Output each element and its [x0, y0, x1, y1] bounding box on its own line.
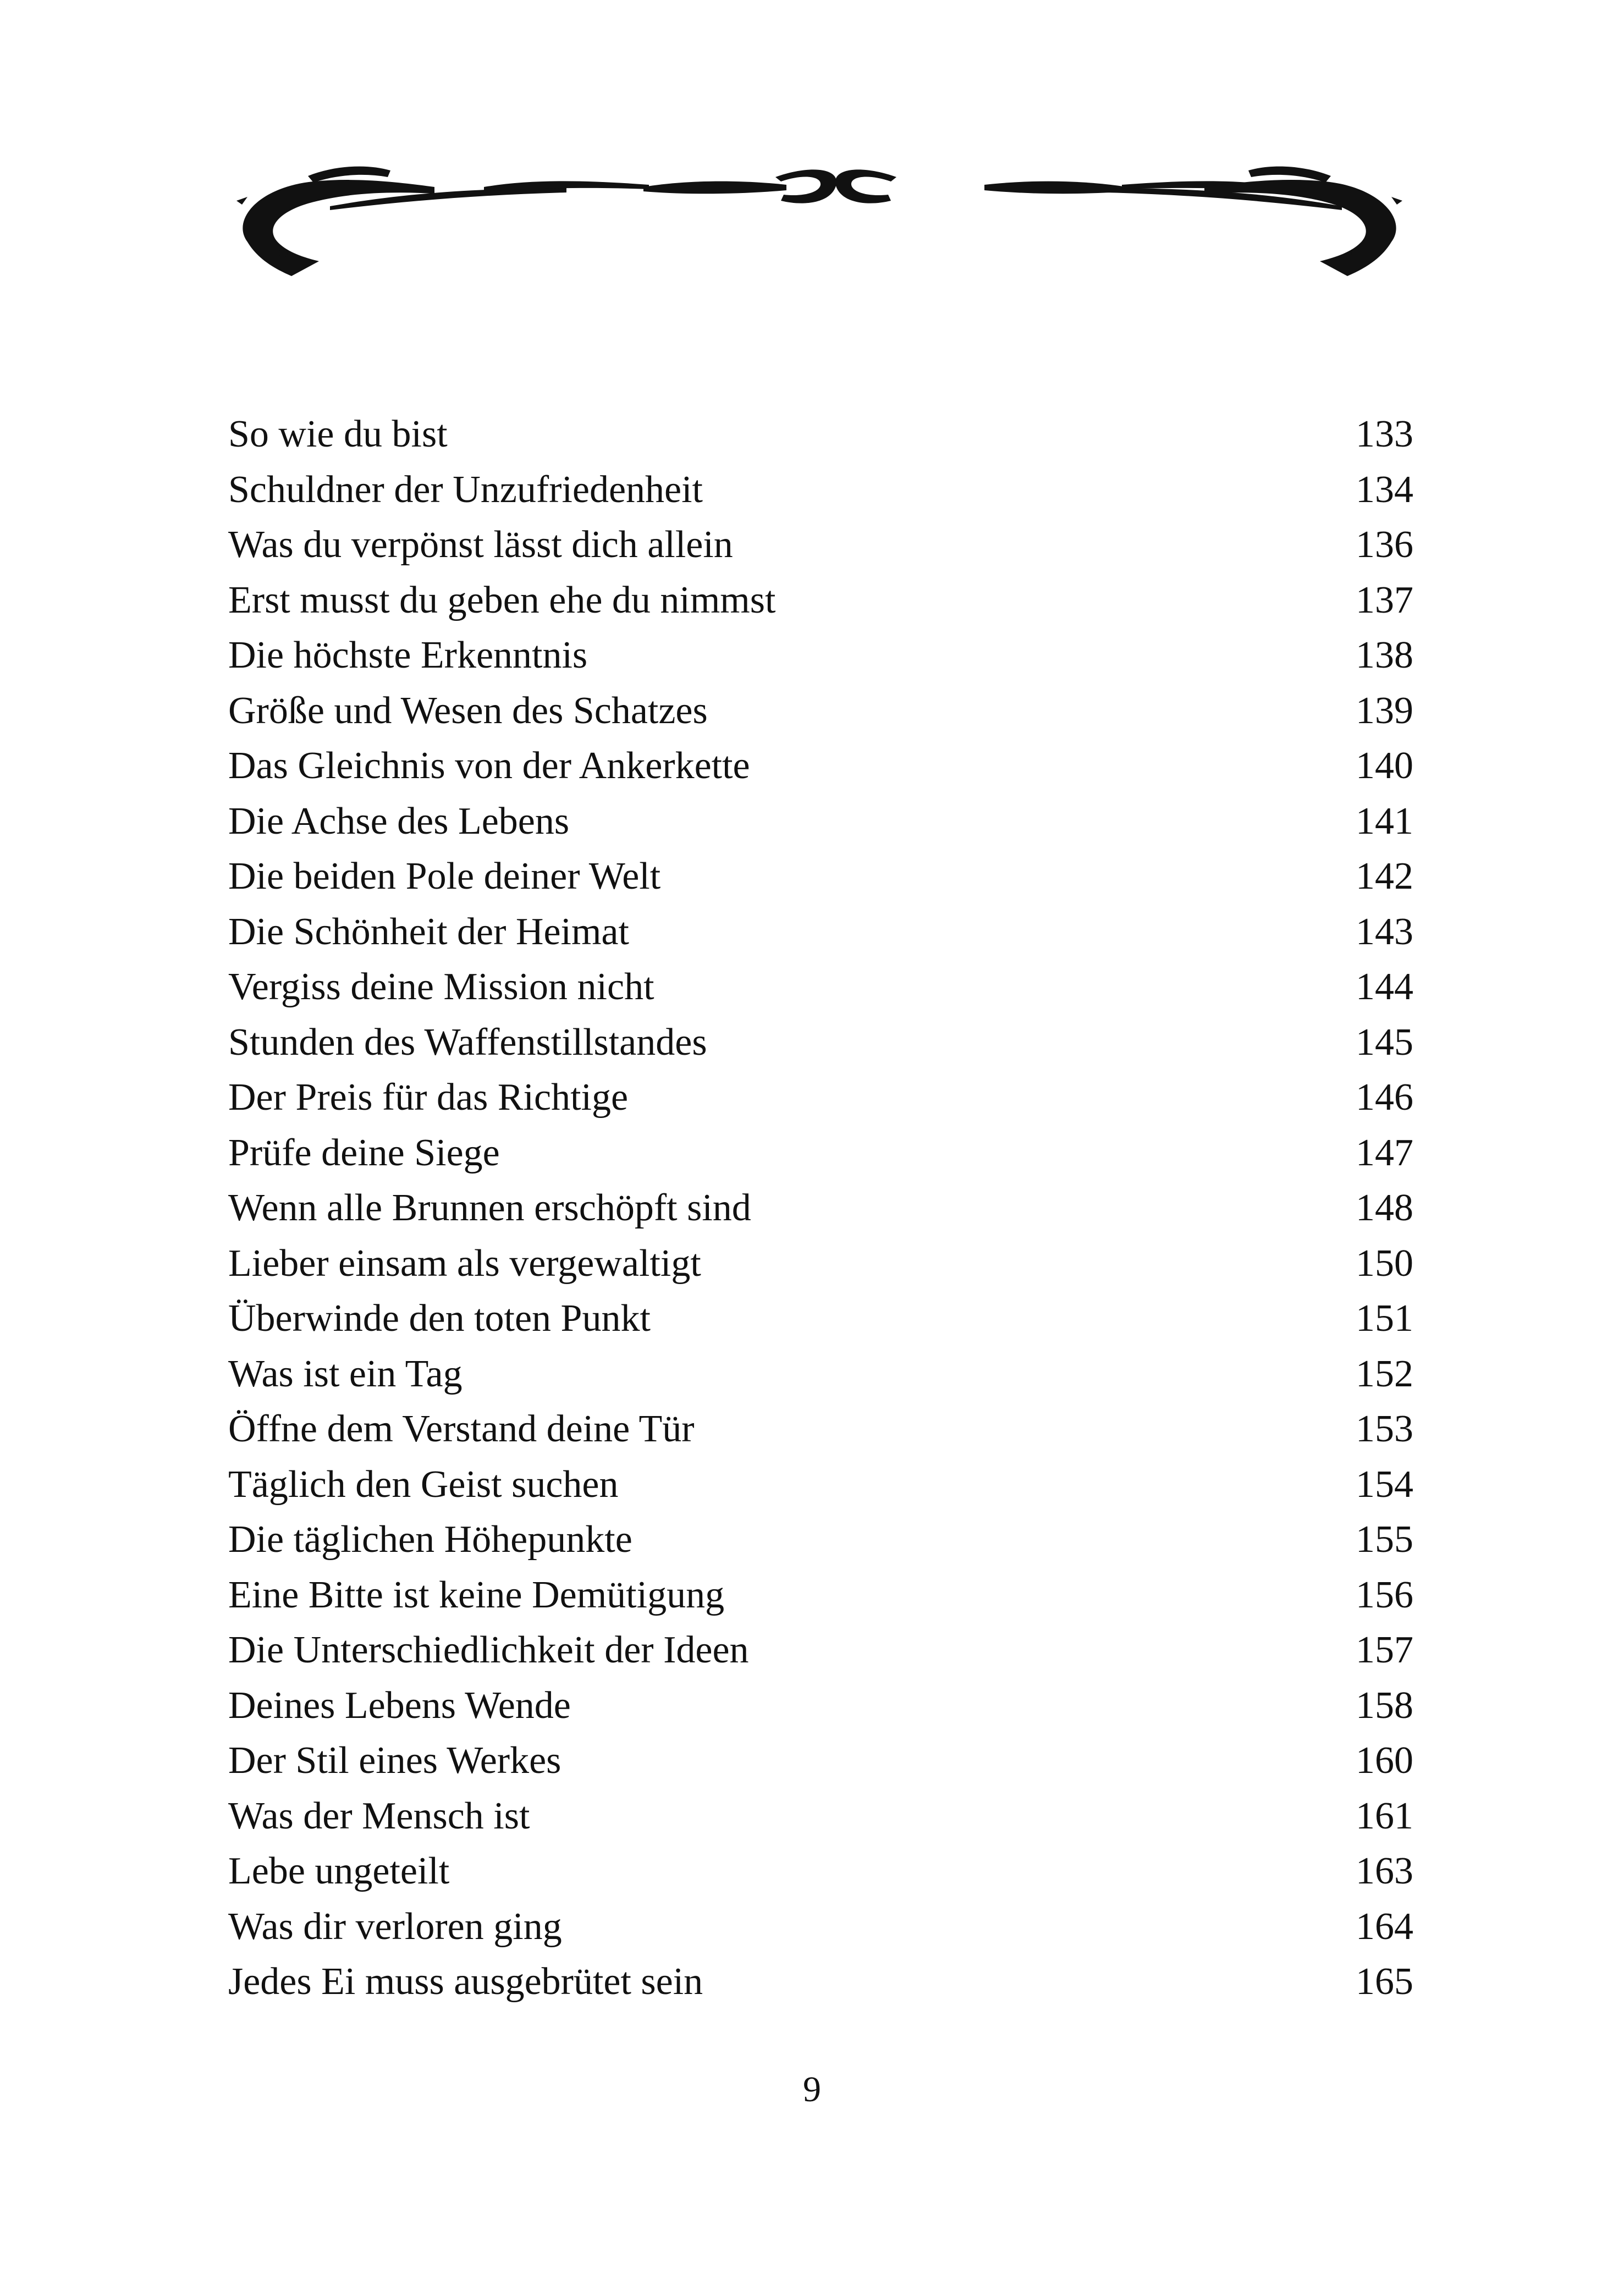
- toc-entry-page: 148: [1356, 1187, 1413, 1229]
- toc-entry-page: 154: [1356, 1463, 1413, 1506]
- toc-entry: [228, 1457, 1413, 1513]
- toc-entry-title: Was ist ein Tag: [228, 1352, 463, 1395]
- toc-entry-page: 158: [1356, 1684, 1413, 1727]
- page-number: 9: [803, 2069, 821, 2109]
- toc-entry-title: Was der Mensch ist: [228, 1794, 530, 1837]
- toc-entry-title: Schuldner der Unzufriedenheit: [228, 468, 703, 511]
- toc-entry: [228, 1181, 1413, 1236]
- toc-entry-page: 140: [1356, 745, 1413, 787]
- toc-entry-title: Die Schönheit der Heimat: [228, 910, 629, 953]
- toc-entry-title: Die Achse des Lebens: [228, 800, 570, 842]
- toc-entry-page: 144: [1356, 966, 1413, 1008]
- toc-entry: [228, 517, 1413, 573]
- toc-entry: [228, 1347, 1413, 1402]
- toc-entry: [228, 794, 1413, 850]
- toc-entry: [228, 1844, 1413, 1899]
- toc-entry: [228, 1236, 1413, 1292]
- toc-entry: [228, 905, 1413, 960]
- toc-entry-page: 163: [1356, 1850, 1413, 1892]
- toc-entry-title: Wenn alle Brunnen erschöpft sind: [228, 1187, 751, 1229]
- toc-entry: [228, 462, 1413, 518]
- toc-entry-page: 165: [1356, 1960, 1413, 2003]
- toc-entry-title: Öffne dem Verstand deine Tür: [228, 1408, 695, 1450]
- toc-entry: [228, 1678, 1413, 1734]
- toc-entry-title: Überwinde den toten Punkt: [228, 1297, 651, 1340]
- toc-entry: [228, 739, 1413, 794]
- toc-entry: [228, 407, 1413, 462]
- art-nouveau-ornament-icon: [225, 148, 1413, 291]
- toc-entry-page: 142: [1356, 855, 1413, 897]
- toc-entry: [228, 960, 1413, 1015]
- toc-entry-page: 138: [1356, 634, 1413, 676]
- toc-entry: [228, 1512, 1413, 1568]
- toc-entry-page: 155: [1356, 1518, 1413, 1561]
- toc-entry-title: Die beiden Pole deiner Welt: [228, 855, 661, 897]
- toc-entry: [228, 1954, 1413, 2010]
- toc-entry-title: Lebe ungeteilt: [228, 1850, 450, 1892]
- toc-entry-page: 151: [1356, 1297, 1413, 1340]
- toc-entry-page: 147: [1356, 1131, 1413, 1174]
- table-of-contents: [228, 407, 1413, 2010]
- toc-entry-page: 156: [1356, 1573, 1413, 1616]
- toc-entry-page: 134: [1356, 468, 1413, 511]
- toc-entry-page: 139: [1356, 689, 1413, 732]
- toc-entry-title: Deines Lebens Wende: [228, 1684, 571, 1727]
- toc-entry-title: Die höchste Erkenntnis: [228, 634, 588, 676]
- toc-entry: [228, 684, 1413, 739]
- toc-entry-title: Jedes Ei muss ausgebrütet sein: [228, 1960, 703, 2003]
- toc-entry-page: 141: [1356, 800, 1413, 842]
- toc-entry-title: Erst musst du geben ehe du nimmst: [228, 579, 776, 621]
- toc-entry-title: Lieber einsam als vergewaltigt: [228, 1242, 701, 1285]
- toc-entry-page: 153: [1356, 1408, 1413, 1450]
- toc-entry-page: 150: [1356, 1242, 1413, 1285]
- toc-entry-page: 137: [1356, 579, 1413, 621]
- toc-entry-page: 160: [1356, 1739, 1413, 1782]
- toc-entry-title: Der Stil eines Werkes: [228, 1739, 561, 1782]
- toc-entry: [228, 1789, 1413, 1844]
- toc-entry-page: 157: [1356, 1629, 1413, 1671]
- toc-entry-title: Das Gleichnis von der Ankerkette: [228, 745, 750, 787]
- toc-entry-title: Eine Bitte ist keine Demütigung: [228, 1573, 725, 1616]
- toc-entry-page: 164: [1356, 1905, 1413, 1948]
- toc-entry-title: Was dir verloren ging: [228, 1905, 562, 1948]
- toc-entry: [228, 1733, 1413, 1789]
- toc-entry-title: Die Unterschiedlichkeit der Ideen: [228, 1629, 749, 1671]
- toc-entry-title: Täglich den Geist suchen: [228, 1463, 619, 1506]
- toc-entry-page: 161: [1356, 1794, 1413, 1837]
- toc-entry: [228, 1126, 1413, 1181]
- toc-entry-title: Größe und Wesen des Schatzes: [228, 689, 708, 732]
- toc-entry-title: Vergiss deine Mission nicht: [228, 966, 654, 1008]
- toc-entry-page: 136: [1356, 524, 1413, 566]
- toc-entry-title: So wie du bist: [228, 413, 448, 455]
- toc-entry-title: Stunden des Waffenstillstandes: [228, 1021, 707, 1064]
- toc-entry: [228, 1291, 1413, 1347]
- toc-entry: [228, 849, 1413, 905]
- toc-entry-title: Was du verpönst lässt dich allein: [228, 524, 733, 566]
- toc-entry-page: 133: [1356, 413, 1413, 455]
- toc-entry-page: 146: [1356, 1076, 1413, 1119]
- toc-entry: [228, 628, 1413, 684]
- toc-entry: [228, 1402, 1413, 1457]
- toc-entry-page: 152: [1356, 1352, 1413, 1395]
- toc-entry: [228, 1899, 1413, 1955]
- toc-entry: [228, 1568, 1413, 1623]
- toc-entry-title: Prüfe deine Siege: [228, 1131, 500, 1174]
- toc-entry: [228, 1015, 1413, 1071]
- toc-entry-title: Der Preis für das Richtige: [228, 1076, 629, 1119]
- toc-entry-title: Die täglichen Höhepunkte: [228, 1518, 632, 1561]
- toc-entry: [228, 1623, 1413, 1678]
- toc-entry: [228, 573, 1413, 629]
- toc-entry-page: 143: [1356, 910, 1413, 953]
- toc-entry-page: 145: [1356, 1021, 1413, 1064]
- toc-entry: [228, 1070, 1413, 1126]
